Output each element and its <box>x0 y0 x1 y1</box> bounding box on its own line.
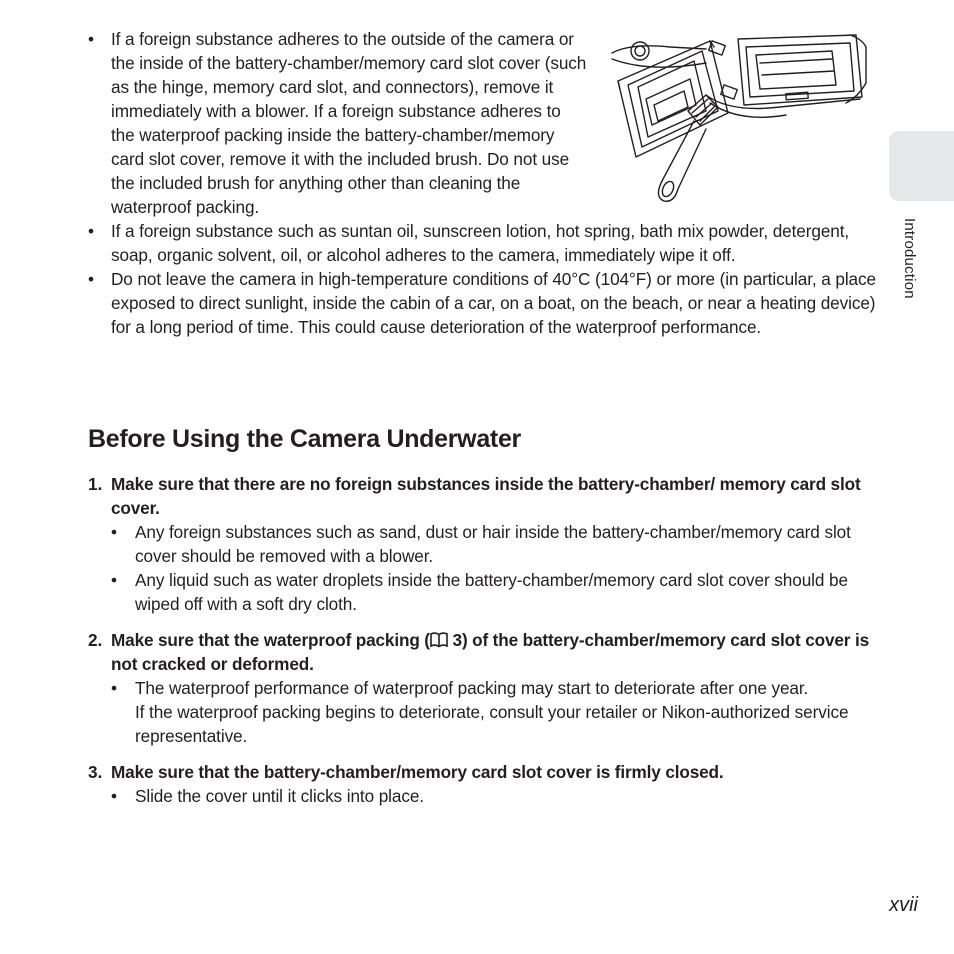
bullet-text: Any foreign substances such as sand, dust or hair inside the battery-chamber/memory card slot cover should be removed with a blower. <box>135 522 851 566</box>
bullet-marker: • <box>111 522 117 542</box>
list-item <box>88 27 587 219</box>
bullet-marker: • <box>88 29 94 49</box>
book-reference-icon <box>430 632 448 648</box>
bullet-text: Slide the cover until it clicks into place. <box>135 786 424 806</box>
intro-bullet-list <box>88 27 878 339</box>
step-number: 3. <box>88 762 103 782</box>
step-title: Make sure that there are no foreign substances inside the battery-chamber/ memory card slot cover. <box>111 474 861 518</box>
bullet-text: If a foreign substance such as suntan oil, sunscreen lotion, hot spring, bath mix powder, detergent, soap, organic solvent, oil, or alcohol adheres to the camera, immediately wipe it off. <box>111 221 850 265</box>
section-tab-label: Introduction <box>901 218 918 299</box>
step-title <box>111 628 878 676</box>
bullet-marker: • <box>88 221 94 241</box>
list-item <box>111 568 878 616</box>
step-number: 1. <box>88 474 103 494</box>
bullet-text: If a foreign substance adheres to the outside of the camera or the inside of the battery-chamber/memory card slot cover (such as the hinge, memory card slot, and connectors), remove it immediately with a blower. If a foreign substance adheres to the waterproof packing inside the battery-chamber/memory card slot cover, remove it with the included brush. Do not use the included brush for anything other than cleaning the waterproof packing. <box>111 29 587 217</box>
bullet-text: The waterproof performance of waterproof packing may start to deteriorate after one year. <box>135 678 809 698</box>
bullet-marker: • <box>111 570 117 590</box>
step-number: 2. <box>88 630 103 650</box>
step-item <box>88 472 878 616</box>
section-tab[interactable] <box>889 131 954 201</box>
bullet-continuation-text: If the waterproof packing begins to deteriorate, consult your retailer or Nikon-authorized service representative. <box>135 702 849 746</box>
section-heading: Before Using the Camera Underwater <box>88 425 521 453</box>
step-title-part: ) of the battery-chamber/memory card slot cover is not cracked or deformed. <box>111 630 869 674</box>
step-bullet-list <box>111 676 878 748</box>
list-item <box>111 784 878 808</box>
list-item <box>88 267 878 339</box>
step-item <box>88 760 878 808</box>
bullet-text: Do not leave the camera in high-temperature conditions of 40°C (104°F) or more (in particular, a place exposed to direct sunlight, inside the cabin of a car, on a boat, on the beach, or near a heating device) for a long period of time. This could cause deterioration of the waterproof performance. <box>111 269 876 337</box>
steps-list <box>88 472 878 820</box>
list-item <box>88 219 878 267</box>
step-item <box>88 628 878 748</box>
step-bullet-list <box>111 784 878 808</box>
bullet-marker: • <box>88 269 94 289</box>
list-item <box>111 520 878 568</box>
step-bullet-list <box>111 520 878 616</box>
step-title-part: Make sure that the waterproof packing ( <box>111 630 430 650</box>
bullet-text: Any liquid such as water droplets inside the battery-chamber/memory card slot cover should be wiped off with a soft dry cloth. <box>135 570 848 614</box>
step-title-ref[interactable]: 3 <box>452 630 462 650</box>
bullet-marker: • <box>111 786 117 806</box>
page-number: xvii <box>889 894 918 916</box>
list-item <box>111 676 878 748</box>
bullet-marker: • <box>111 678 117 698</box>
step-title: Make sure that the battery-chamber/memory card slot cover is firmly closed. <box>111 762 724 782</box>
